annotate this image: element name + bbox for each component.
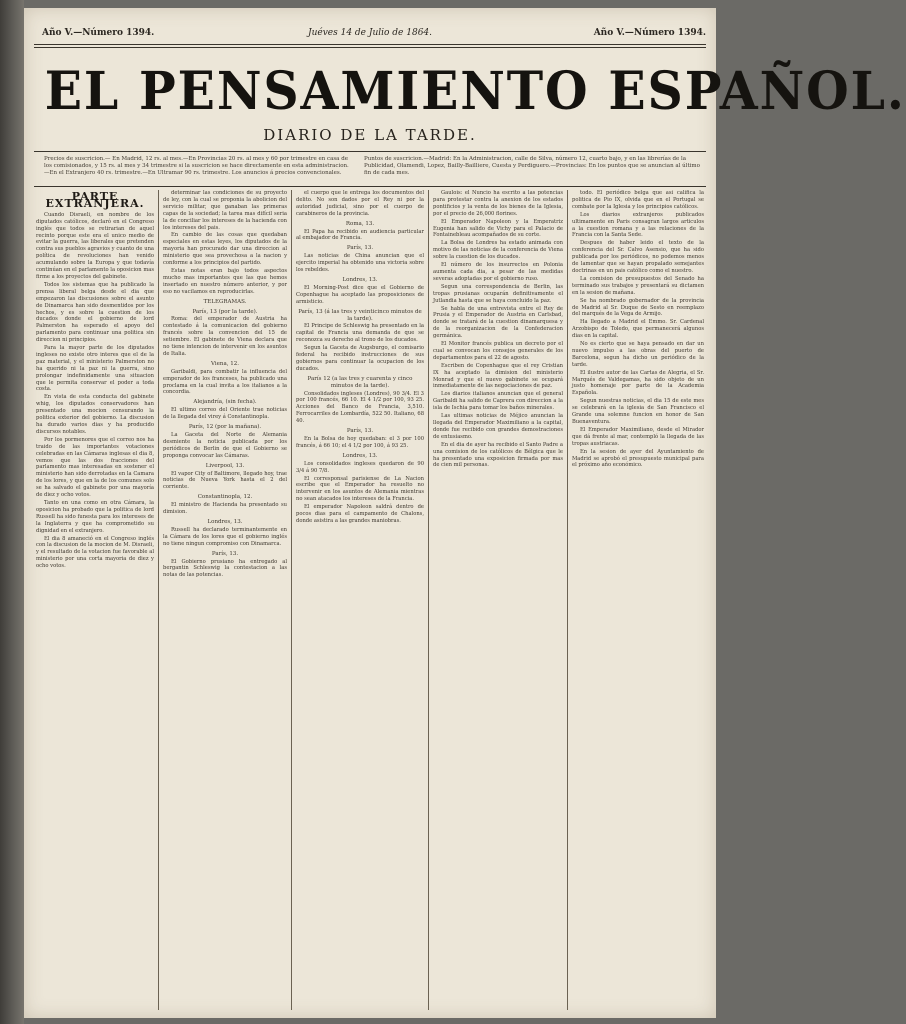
article-paragraph: Los consolidados ingleses quedaron de 90 3/4 á 90 7/8.	[296, 460, 424, 474]
column-divider	[428, 190, 429, 1010]
article-paragraph: Garibaldi, para combatir la influencia del emperador de los franceses, ha publicado una proclama en la cual invita a los italianos a la concordia.	[163, 368, 287, 396]
article-paragraph: Para la mayor parte de los diputados ingleses no existe otro interes que el de la paz material, y el ministerio Palmerston no ha querido ni la paz ni la guerra, sino prolongar indefinidamente una situacion que le permita conservar el poder a toda costa.	[36, 345, 154, 393]
article-paragraph: Ha llegado a Madrid el Emmo. Sr. Cardenal Arzobispo de Toledo, que permanecerá algunos dias en la capital.	[572, 319, 704, 340]
book-binding	[0, 0, 24, 1024]
article-paragraph: El Papa ha recibido en audiencia particular al embajador de Francia.	[296, 228, 424, 242]
article-paragraph: Por los pormenores que el correo nos ha traido de las importantes votaciones celebradas en las Cámaras inglesas el dia 8, vemos que las dos fracciones del parlamento mas interesadas en sostener el ministerio han sido derrotadas en la Camara de los lores, y que en la de los comunes solo se ha salvado el gabinete por una mayoría de diez y ocho votos.	[36, 436, 154, 499]
dateline	[24, 24, 716, 42]
article-paragraph: En la sesion de ayer del Ayuntamiento de Madrid se aprobó el presupuesto municipal para el próximo año económico.	[572, 448, 704, 469]
article-paragraph: El corresponsal parisiense de La Nacion escribe que el Emperador ha resuelto no intervenir en los asuntos de Alemania mientras no sean atacados los intereses de la Francia.	[296, 475, 424, 503]
article-paragraph: En el dia de ayer ha recibido el Santo Padre a una comision de los católicos de Bélgica que le ha presentado una exposicion firmada por mas de cien mil personas.	[433, 441, 563, 469]
article-paragraph: El número de los insurrectos en Polonia aumenta cada dia, a pesar de las medidas severas adoptadas por el gobierno ruso.	[433, 262, 563, 282]
article-paragraph: La Bolsa de Londres ha estado animada con motivo de las noticias de la conferencia de Viena sobre la cuestion de los ducados.	[433, 240, 563, 261]
newspaper-page	[24, 8, 906, 1018]
article-paragraph: La comision de presupuestos del Senado ha terminado sus trabajos y presentará su dictamen en la sesion de mañana.	[572, 275, 704, 296]
dispatch-heading: Londres, 13.	[342, 452, 378, 459]
article-paragraph: Los diarios italianos anuncian que el general Garibaldi ha salido de Caprera con direccion a la isla de Ischia para tomar los baños minerales.	[433, 391, 563, 412]
header-rule-top-double	[34, 47, 706, 48]
article-paragraph: Las noticias de China anuncian que el ejercito imperial ha obtenido una victoria sobre los rebeldes.	[296, 253, 424, 274]
column-1	[36, 190, 154, 1010]
article-paragraph: Roma: del emperador de Austria ha contestado á la comunicacion del gobierno francés sobre la convencion del 15 de setiembre. El gabinete de Viena declara que no tiene intencion de intervenir en los asuntos de Italia.	[163, 316, 287, 357]
section-heading: PARTE EXTRANJERA.	[45, 190, 145, 210]
article-paragraph: determinar las condiciones de su proyecto de ley, con la cual se proponia la abolicion del servicio militar, que ganaban las primeras capas de la sociedad; la tarea mas difícil seria la de conciliar los intereses de la hacienda con los intereses del pais.	[163, 190, 287, 231]
article-paragraph: No es cierto que se haya pensado en dar un nuevo impulso a las obras del puerto de Barcelona, segun ha dicho un periódico de la tarde.	[572, 341, 704, 368]
article-paragraph: Estas notas eran bajo todos aspectos mucho mas importantes que las que hemos insertado en nuestro número anterior, y por eso no vacilamos en reproducirlas.	[163, 267, 287, 295]
article-paragraph: En vista de esta conducta del gabinete whig, los diputados conservadores han presentado una mocion censurando la politica exterior del gobierno. La discusion ha durado varios dias y ha producido discursos notables.	[36, 394, 154, 435]
article-paragraph: La Gaceta del Norte de Alemania desmiente la noticia publicada por los periódicos de Berlin de que el Gobierno se proponga convocar las Cámaras.	[163, 432, 287, 459]
article-paragraph: Se ha nombrado gobernador de la provincia de Madrid al Sr. Duque de Sesto en reemplazo del marqués de la Vega de Armijo.	[572, 297, 704, 318]
article-paragraph: El emperador Napoleon saldrá dentro de pocos dias para el campamento de Chalons, donde asistira a las grandes maniobras.	[296, 504, 424, 524]
column-3	[296, 190, 424, 1010]
article-paragraph: el cuerpo que le entrega los documentos del delito. No son dados por el Rey ni por la autoridad judicial, sino por el cuerpo de carabineros de la provincia.	[296, 190, 424, 217]
issue-number-right: Año V.—Número 1394.	[593, 28, 706, 38]
article-paragraph: El Emperador Napoleon y la Emperatriz Eugenia han salido de Vichy para el Palacio de Fontainebleau acompañados de su corte.	[433, 218, 563, 239]
article-paragraph: Segun nuestras noticias, el dia 15 de este mes se celebrará en la iglesia de San Francisco el Grande una solemne funcion en honor de San Buenaventura.	[572, 398, 704, 425]
article-paragraph: Segun la Gaceta de Augsburgo, el comisario federal ha recibido instrucciones de sus gobiernos para continuar la ocupacion de los ducados.	[296, 345, 424, 372]
article-paragraph: El Monitor francés publica un decreto por el cual se convocan los consejos generales de los departamentos para el 22 de agosto.	[433, 341, 563, 361]
dispatch-heading: París, 13 (por la tarde).	[192, 308, 258, 315]
newspaper-subtitle: DIARIO DE LA TARDE.	[263, 126, 477, 144]
article-paragraph: Se habla de una entrevista entre el Rey de Prusia y el Emperador de Austria en Carlsbad, donde se tratará de la cuestion dinamarquesa y de la reorganizacion de la Confederacion germánica.	[433, 305, 563, 340]
masthead	[24, 61, 906, 134]
article-paragraph: Todos los sistemas que ha publicado la prensa liberal belga desde el dia que empezaron las discusiones sobre el asunto de Dinamarca han sido desmentidos por los hechos, y es sobre la cuestion de los ducados donde el gobierno de lord Palmerston ha esperado el apoyo del parlamento para continuar una politica sin direccion ni principios.	[36, 281, 154, 344]
article-paragraph: Los diarios extranjeros publicados ultimamente en Paris consagran largos articulos a la cuestion romana y a las relaciones de la Francia con la Santa Sede.	[572, 211, 704, 239]
article-paragraph: En cambio de las cosas que quedaban especiales en estas leyes, los diputados de la mayoria han procurado dar una direccion al ministerio que sea provechosa a la nacion y conforme a los principios del partido.	[163, 232, 287, 267]
article-paragraph: todo. El periódico belga que asi califica la politica de Pio IX, olvida que en el Portugal se combate por la Iglesia y los principios católicos.	[572, 190, 704, 210]
article-paragraph: El ministro de Hacienda ha presentado su dimision.	[163, 502, 287, 516]
column-divider	[291, 190, 292, 1010]
dispatch-heading: París, 12 (por la mañana).	[188, 424, 262, 431]
article-paragraph: Russell ha declarado terminantemente en la Cámara de los lores que el gobierno inglés no tiene ningun compromiso con Dinamarca.	[163, 526, 287, 547]
article-paragraph: En la Bolsa de hoy quedaban: el 3 por 100 francés, á 66 10; el 4 1/2 por 100, á 93 25.	[296, 436, 424, 449]
article-paragraph: Las ultimas noticias de Méjico anuncian la llegada del Emperador Maximiliano a la capital, donde fue recibido con grandes demostraciones de entusiasmo.	[433, 413, 563, 440]
dispatch-heading: París, 13.	[346, 428, 374, 435]
subscription-prices: Precios de suscricion.— En Madrid, 12 rs. al mes.—En Provincias 20 rs. al mes y 60 por trimestre en casa de los comisionados, y 15 rs. al mes y 34 trimestre si la suscricion se hace directamente en esta administracion.—En el Extranjero 40 rs. trimestre.—En Ultramar 90 rs. trimestre. Los anuncios á precios convencionales.	[44, 156, 349, 176]
column-divider	[567, 190, 568, 1010]
dispatch-heading: Londres, 13.	[342, 276, 378, 283]
dispatch-heading: París, 13.	[211, 550, 239, 557]
article-paragraph: Despues de haber leido el texto de la conferencia del Sr. Calvo Asensio, que ha sido publicada por los periódicos, no podemos menos de lamentar que se hayan propalado semejantes doctrinas en un pais católico como el nuestro.	[572, 240, 704, 274]
masthead-rule	[34, 151, 706, 152]
dispatch-heading: Viena, 12.	[211, 360, 239, 367]
dispatch-heading: Roma, 13.	[345, 220, 375, 227]
article-paragraph: El ultimo correo del Oriente trae noticias de la llegada del virey á Constantinopla.	[163, 407, 287, 421]
article-paragraph: Cuando Disraeli, en nombre de los diputados católicos, declaró en el Congreso inglés que todos se retirarian de aquel recinto porque este era el unico medio de evitar la guerra, las liberales que pretenden contra sus pueblos agravios y cuanto de una política de revoluciones han venido acumulando sobre la Europa y que todavía continúan en el parlamento la oposicion mas firme a los proyectos del gabinete.	[36, 211, 154, 280]
article-paragraph: El ilustre autor de las Cartas de Alegria, el Sr. Marqués de Valdegamas, ha sido objeto de un justo homenaje por parte de la Academia Española.	[572, 369, 704, 397]
dispatch-heading: Alejandría, (sin fecha).	[193, 399, 257, 406]
column-2	[163, 190, 287, 1010]
column-4	[433, 190, 563, 1010]
article-paragraph: Segun una correspondencia de Berlin, las tropas prusianas ocuparán definitivamente el Jutlandia hasta que se haya concluido la paz.	[433, 283, 563, 304]
columns-rule-top	[34, 186, 706, 187]
subscription-points: Puntos de suscricion.—Madrid: En la Administracion, calle de Silva, número 12, cuarto bajo, y en las librerías de la Publicidad, Olamendi, Lopez, Bailly-Bailliere, Cuesta y Perdiguero.—Provincias: En los puntos que se anuncian al último fin de cada mes.	[364, 156, 700, 176]
dispatch-heading: París 12 (a las tres y cuarenta y cinco minutos de la tarde).	[307, 375, 413, 389]
article-paragraph: El dia 8 amaneció en el Congreso inglés con la discusion de la mocion de M. Disraeli, y el resultado de la votacion fue favorable al ministerio por una corta mayoria de diez y ocho votos.	[36, 535, 154, 570]
dispatch-heading: París, 13 (á las tres y veinticinco minutos de la tarde).	[298, 308, 422, 322]
article-paragraph: Tanto en una como en otra Cámara, la oposicion ha probado que la politica de lord Russell ha sido funesta para los intereses de la Inglaterra y que ha comprometido su dignidad en el extranjero.	[36, 499, 154, 534]
dispatch-heading: Liverpool, 13.	[205, 462, 245, 469]
article-paragraph: Consolidados ingleses (Londres), 90 3/4. El 3 por 100 francés, 66 10. El 4 1/2 por 100, 93 25. Acciones del Banco de Francia, 3,510. Ferrocarriles de Lombardía, 522 50. Italiano, 68 40.	[296, 390, 424, 425]
article-paragraph: El Principe de Schleswig ha presentado en la capital de Francia una demanda de que se reconozca su derecho al trono de los ducados.	[296, 323, 424, 344]
article-paragraph: El Morning-Post dice que el Gobierno de Copenhague ha aceptado las proposiciones de armisticio.	[296, 284, 424, 305]
header-rule-top	[34, 44, 706, 45]
dispatch-heading: París, 13.	[346, 245, 374, 252]
issue-number-left: Año V.—Número 1394.	[42, 28, 155, 38]
article-paragraph: Gaulois: el Nuncio ha escrito a las potencias para protestar contra la anexion de los estados pontificios y la venta de los bienes de la Iglesia, por el precio de 26,000 florines.	[433, 190, 563, 217]
article-paragraph: El Emperador Maximiliano, desde el Mirador que dá frente al mar, contempló la llegada de las tropas austriacas.	[572, 426, 704, 447]
article-paragraph: El Gobierno prusiano ha entregado al bergantin Schleswig la contestacion a las notas de las potencias.	[163, 558, 287, 579]
article-paragraph: Escriben de Copenhague que el rey Cristian IX ha aceptado la dimision del ministerio Monrad y que el nuevo gabinete se ocupará inmediatamente de las negociaciones de paz.	[433, 362, 563, 390]
article-paragraph: El vapor City of Baltimore, llegado hoy, trae noticias de Nueva York hasta el 2 del corriente.	[163, 470, 287, 491]
dispatch-heading: Constantinopla, 12.	[197, 494, 253, 501]
column-5	[572, 190, 704, 1010]
newspaper-title: EL PENSAMIENTO ESPAÑOL.	[44, 61, 906, 122]
issue-date: Juéves 14 de Julio de 1864.	[307, 28, 433, 38]
dispatch-heading: Londres, 13.	[207, 518, 243, 525]
dispatch-heading: TELEGRAMAS.	[203, 298, 247, 305]
column-divider	[158, 190, 159, 1010]
